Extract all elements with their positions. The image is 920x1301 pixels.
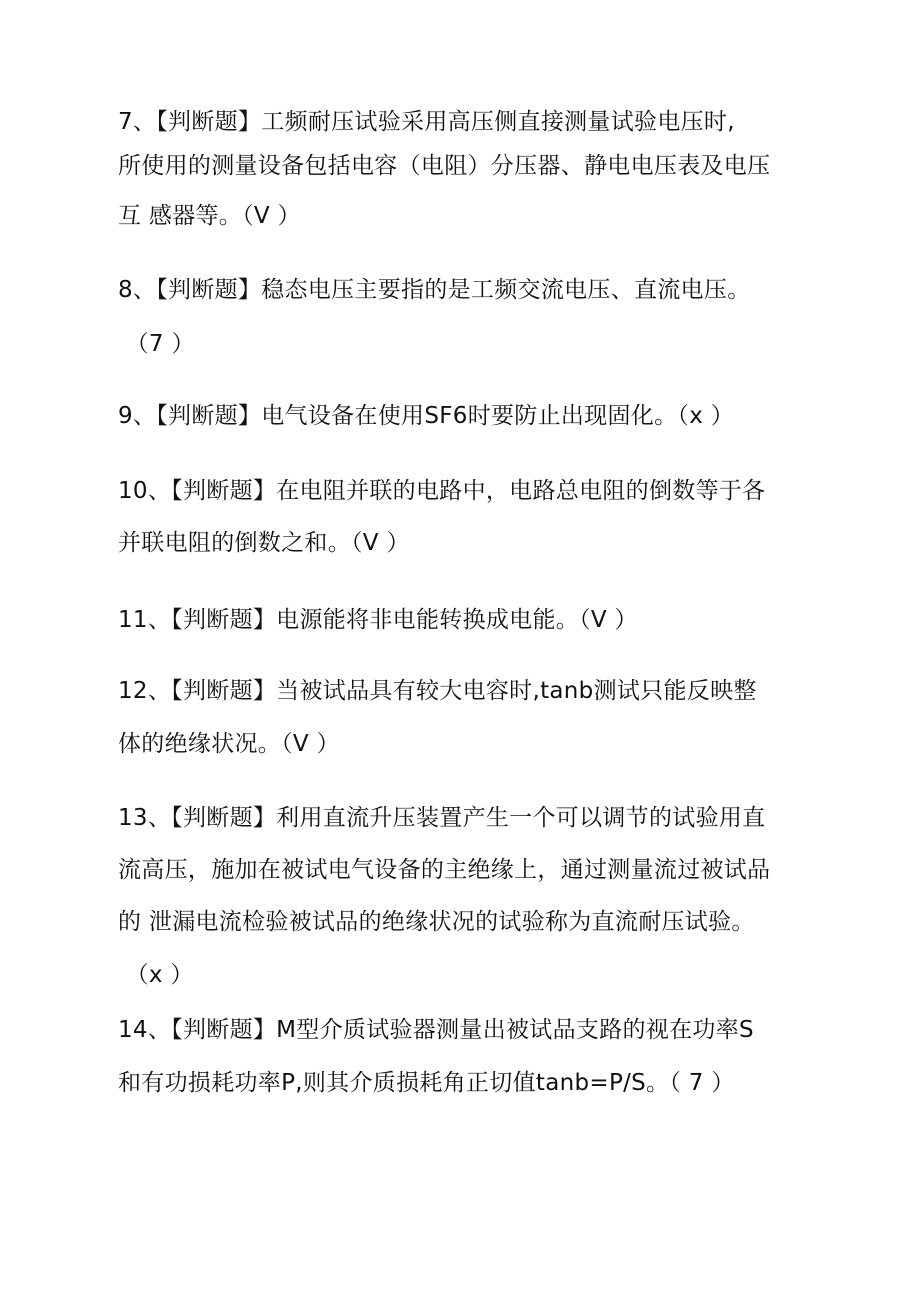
question-line: 10、【判断题】在电阻并联的电路中，电路总电阻的倒数等于各: [118, 478, 766, 504]
question-line: 12、【判断题】当被试品具有较大电容时,tanb测试只能反映整: [118, 678, 757, 704]
question-line: 互 感器等。（V ）: [118, 203, 301, 229]
question-line: 流高压，施加在被试电气设备的主绝缘上，通过测量流过被试品: [118, 857, 771, 883]
question-line: （x ）: [118, 962, 194, 988]
question-line: 11、【判断题】电源能将非电能转换成电能。（V ）: [118, 607, 638, 633]
question-line: 13、【判断题】利用直流升压装置产生一个可以调节的试验用直: [118, 805, 766, 831]
question-line: 并联电阻的倒数之和。（V ）: [118, 530, 410, 556]
question-line: 14、【判断题】M型介质试验器测量出被试品支路的视在功率S: [118, 1017, 754, 1043]
question-line: （7 ）: [118, 331, 195, 357]
question-line: 8、【判断题】稳态电压主要指的是工频交流电压、直流电压。: [118, 277, 751, 303]
question-line: 的 泄漏电流检验被试品的绝缘状况的试验称为直流耐压试验。: [118, 909, 755, 935]
question-line: 7、【判断题】工频耐压试验采用高压侧直接测量试验电压时,: [118, 109, 735, 135]
question-line: 9、【判断题】电气设备在使用SF6时要防止出现固化。（x ）: [118, 403, 735, 429]
question-line: 体的绝缘状况。（V ）: [118, 731, 340, 757]
question-line: 所使用的测量设备包括电容（电阻）分压器、静电电压表及电压: [118, 153, 771, 179]
question-line: 和有功损耗功率P,则其介质损耗角正切值tanb=P/S。（ 7 ）: [118, 1070, 735, 1096]
